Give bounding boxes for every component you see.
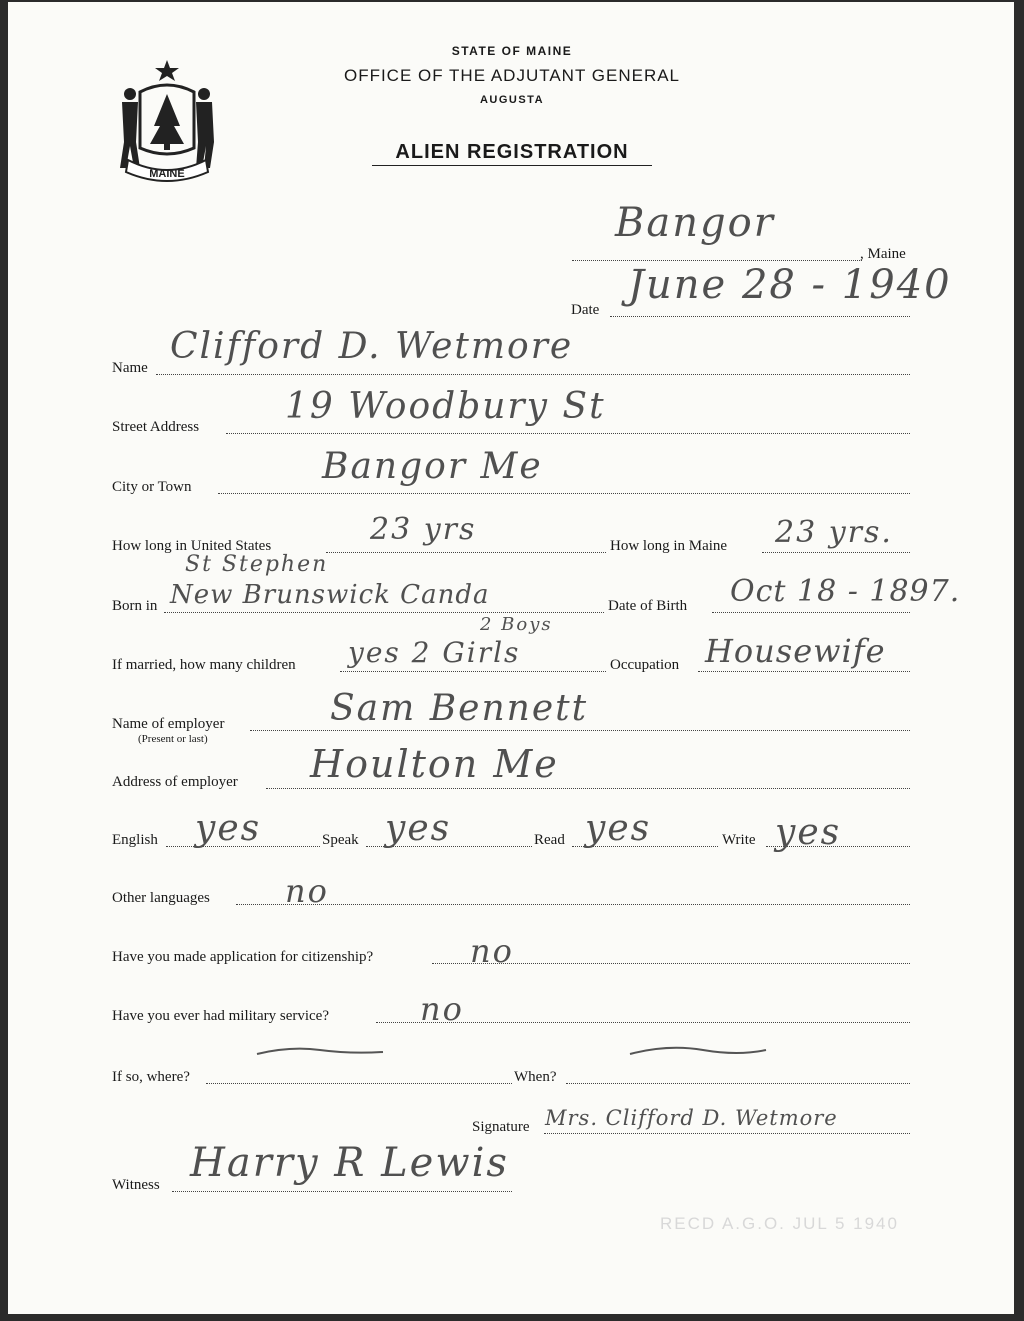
where-dash-stroke <box>255 1042 385 1062</box>
header-state: STATE OF MAINE <box>451 44 573 58</box>
received-stamp: RECD A.G.O. JUL 5 1940 <box>660 1214 899 1233</box>
children-label: If married, how many children <box>112 657 296 673</box>
other-languages-line <box>236 904 910 905</box>
street-line <box>226 433 910 434</box>
dob-line <box>712 612 910 613</box>
born-in-line1-value: St Stephen <box>185 552 329 577</box>
witness-value: Harry R Lewis <box>190 1140 509 1186</box>
place-line <box>572 260 862 261</box>
how-long-maine-value: 23 yrs. <box>775 515 893 550</box>
children-line2-value: yes 2 Girls <box>348 636 521 669</box>
when-label: When? <box>514 1069 557 1085</box>
where-label: If so, where? <box>112 1069 190 1085</box>
occupation-line <box>698 671 910 672</box>
military-label: Have you ever had military service? <box>112 1008 329 1024</box>
english-value: yes <box>195 808 262 849</box>
header-city: AUGUSTA <box>479 94 545 106</box>
employer-note: (Present or last) <box>138 733 208 745</box>
citizenship-label: Have you made application for citizenship? <box>112 949 374 965</box>
employer-value: Sam Bennett <box>330 688 589 729</box>
signature-line <box>544 1133 910 1134</box>
english-label: English <box>112 832 158 848</box>
read-label: Read <box>534 832 565 848</box>
employer-address-value: Houlton Me <box>310 742 559 786</box>
born-in-label: Born in <box>112 598 158 614</box>
speak-label: Speak <box>322 832 359 848</box>
born-in-line <box>164 612 604 613</box>
occupation-label: Occupation <box>610 657 680 673</box>
signature-value: Mrs. Clifford D. Wetmore <box>545 1106 838 1130</box>
signature-label: Signature <box>472 1119 530 1135</box>
read-value: yes <box>585 808 652 849</box>
date-line <box>610 316 910 317</box>
place-value: Bangor <box>615 200 775 246</box>
witness-label: Witness <box>112 1177 160 1193</box>
street-value: 19 Woodbury St <box>285 386 606 427</box>
city-value: Bangor Me <box>322 446 543 487</box>
where-line <box>206 1083 512 1084</box>
other-languages-value: no <box>285 872 329 910</box>
when-dash-stroke <box>628 1042 768 1062</box>
name-line <box>156 374 910 375</box>
form-title: ALIEN REGISTRATION <box>372 141 652 166</box>
write-value: yes <box>775 812 842 853</box>
military-value: no <box>420 990 464 1028</box>
maine-label: , Maine <box>860 246 906 262</box>
how-long-us-label: How long in United States <box>112 538 272 554</box>
speak-value: yes <box>385 808 452 849</box>
date-value: June 28 - 1940 <box>628 262 952 308</box>
when-line <box>566 1083 910 1084</box>
occupation-value: Housewife <box>705 632 886 670</box>
city-line <box>218 493 910 494</box>
dob-value: Oct 18 - 1897. <box>730 574 961 609</box>
city-label: City or Town <box>112 479 192 495</box>
employer-line <box>250 730 910 731</box>
children-line1-value: 2 Boys <box>480 614 553 635</box>
street-label: Street Address <box>112 419 200 435</box>
how-long-us-value: 23 yrs <box>370 512 477 547</box>
children-line <box>340 671 606 672</box>
born-in-line2-value: New Brunswick Canda <box>170 580 490 610</box>
how-long-maine-line <box>762 552 910 553</box>
name-label: Name <box>112 360 148 376</box>
employer-address-label: Address of employer <box>112 774 238 790</box>
name-value: Clifford D. Wetmore <box>170 326 574 367</box>
date-label: Date <box>571 302 600 318</box>
employer-label: Name of employer <box>112 716 225 732</box>
witness-line <box>172 1191 512 1192</box>
header-office: OFFICE OF THE ADJUTANT GENERAL <box>343 66 681 85</box>
write-label: Write <box>722 832 756 848</box>
citizenship-value: no <box>470 932 514 970</box>
other-languages-label: Other languages <box>112 890 210 906</box>
svg-text:MAINE: MAINE <box>149 168 185 180</box>
dob-label: Date of Birth <box>608 598 688 614</box>
how-long-maine-label: How long in Maine <box>610 538 728 554</box>
how-long-us-line <box>326 552 606 553</box>
employer-address-line <box>266 788 910 789</box>
